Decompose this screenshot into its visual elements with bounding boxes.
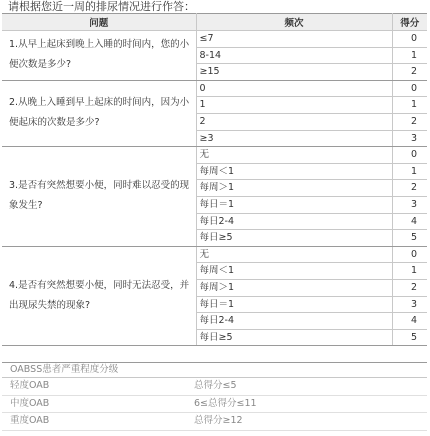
score-value: 1 [392, 97, 427, 114]
score-value: 1 [392, 163, 427, 180]
question-text: 1.从早上起床到晚上入睡的时间内，您的小便次数是多少? [2, 31, 196, 81]
score-value: 1 [392, 263, 427, 280]
table-row [2, 80, 427, 97]
severity-total: 6≤总得分≤11 [194, 397, 257, 409]
frequency-option: 每日≥5 [196, 230, 392, 247]
frequency-option: ≥3 [196, 130, 392, 147]
frequency-option: 每周＞1 [196, 180, 392, 197]
severity-title: OABSS患者严重程度分级 [2, 362, 427, 378]
frequency-option: 无 [196, 147, 392, 164]
frequency-option: 每周＜1 [196, 263, 392, 280]
score-value: 1 [392, 47, 427, 64]
question-text: 3.是否有突然想要小便，同时难以忍受的现象发生? [2, 147, 196, 247]
severity-grading-table [2, 362, 427, 431]
oabss-questionnaire-table [2, 13, 427, 346]
severity-total: 总得分≥12 [194, 415, 243, 426]
instruction-text: 请根据您近一周的排尿情况进行作答： [8, 0, 195, 13]
severity-row [2, 396, 427, 414]
frequency-option: 每日＝1 [196, 196, 392, 213]
questionnaire-body [2, 31, 427, 346]
header-frequency: 频次 [196, 14, 392, 31]
score-value: 2 [392, 180, 427, 197]
score-value: 5 [392, 230, 427, 247]
frequency-option: 无 [196, 246, 392, 263]
severity-level: 中度OAB [10, 397, 50, 409]
frequency-option: 8-14 [196, 47, 392, 64]
score-value: 0 [392, 246, 427, 263]
score-value: 5 [392, 329, 427, 346]
score-value: 3 [392, 196, 427, 213]
header-score: 得分 [392, 14, 427, 31]
frequency-option: 每日≥5 [196, 329, 392, 346]
score-value: 0 [392, 80, 427, 97]
frequency-option: 每日＝1 [196, 296, 392, 313]
header-question: 问题 [2, 14, 196, 31]
frequency-option: 0 [196, 80, 392, 97]
score-value: 4 [392, 313, 427, 330]
score-value: 0 [392, 31, 427, 48]
frequency-option: 每日2-4 [196, 313, 392, 330]
table-row [2, 147, 427, 164]
score-value: 3 [392, 130, 427, 147]
table-row [2, 246, 427, 263]
severity-total: 总得分≤5 [194, 380, 237, 391]
score-value: 0 [392, 147, 427, 164]
frequency-option: ≥15 [196, 64, 392, 81]
score-value: 2 [392, 279, 427, 296]
frequency-option: 1 [196, 97, 392, 114]
frequency-option: 2 [196, 113, 392, 130]
frequency-option: ≤7 [196, 31, 392, 48]
severity-level: 重度OAB [10, 415, 50, 426]
score-value: 4 [392, 213, 427, 230]
score-value: 2 [392, 113, 427, 130]
frequency-option: 每周＞1 [196, 279, 392, 296]
table-header-row [2, 14, 427, 31]
severity-level: 轻度OAB [10, 380, 50, 391]
frequency-option: 每周＜1 [196, 163, 392, 180]
question-text: 2.从晚上入睡到早上起床的时间内，因为小便起床的次数是多少? [2, 80, 196, 146]
question-text: 4.是否有突然想要小便，同时无法忍受，并出现尿失禁的现象? [2, 246, 196, 346]
score-value: 3 [392, 296, 427, 313]
table-row [2, 31, 427, 48]
frequency-option: 每日2-4 [196, 213, 392, 230]
score-value: 2 [392, 64, 427, 81]
severity-row [2, 413, 427, 431]
severity-row [2, 378, 427, 396]
